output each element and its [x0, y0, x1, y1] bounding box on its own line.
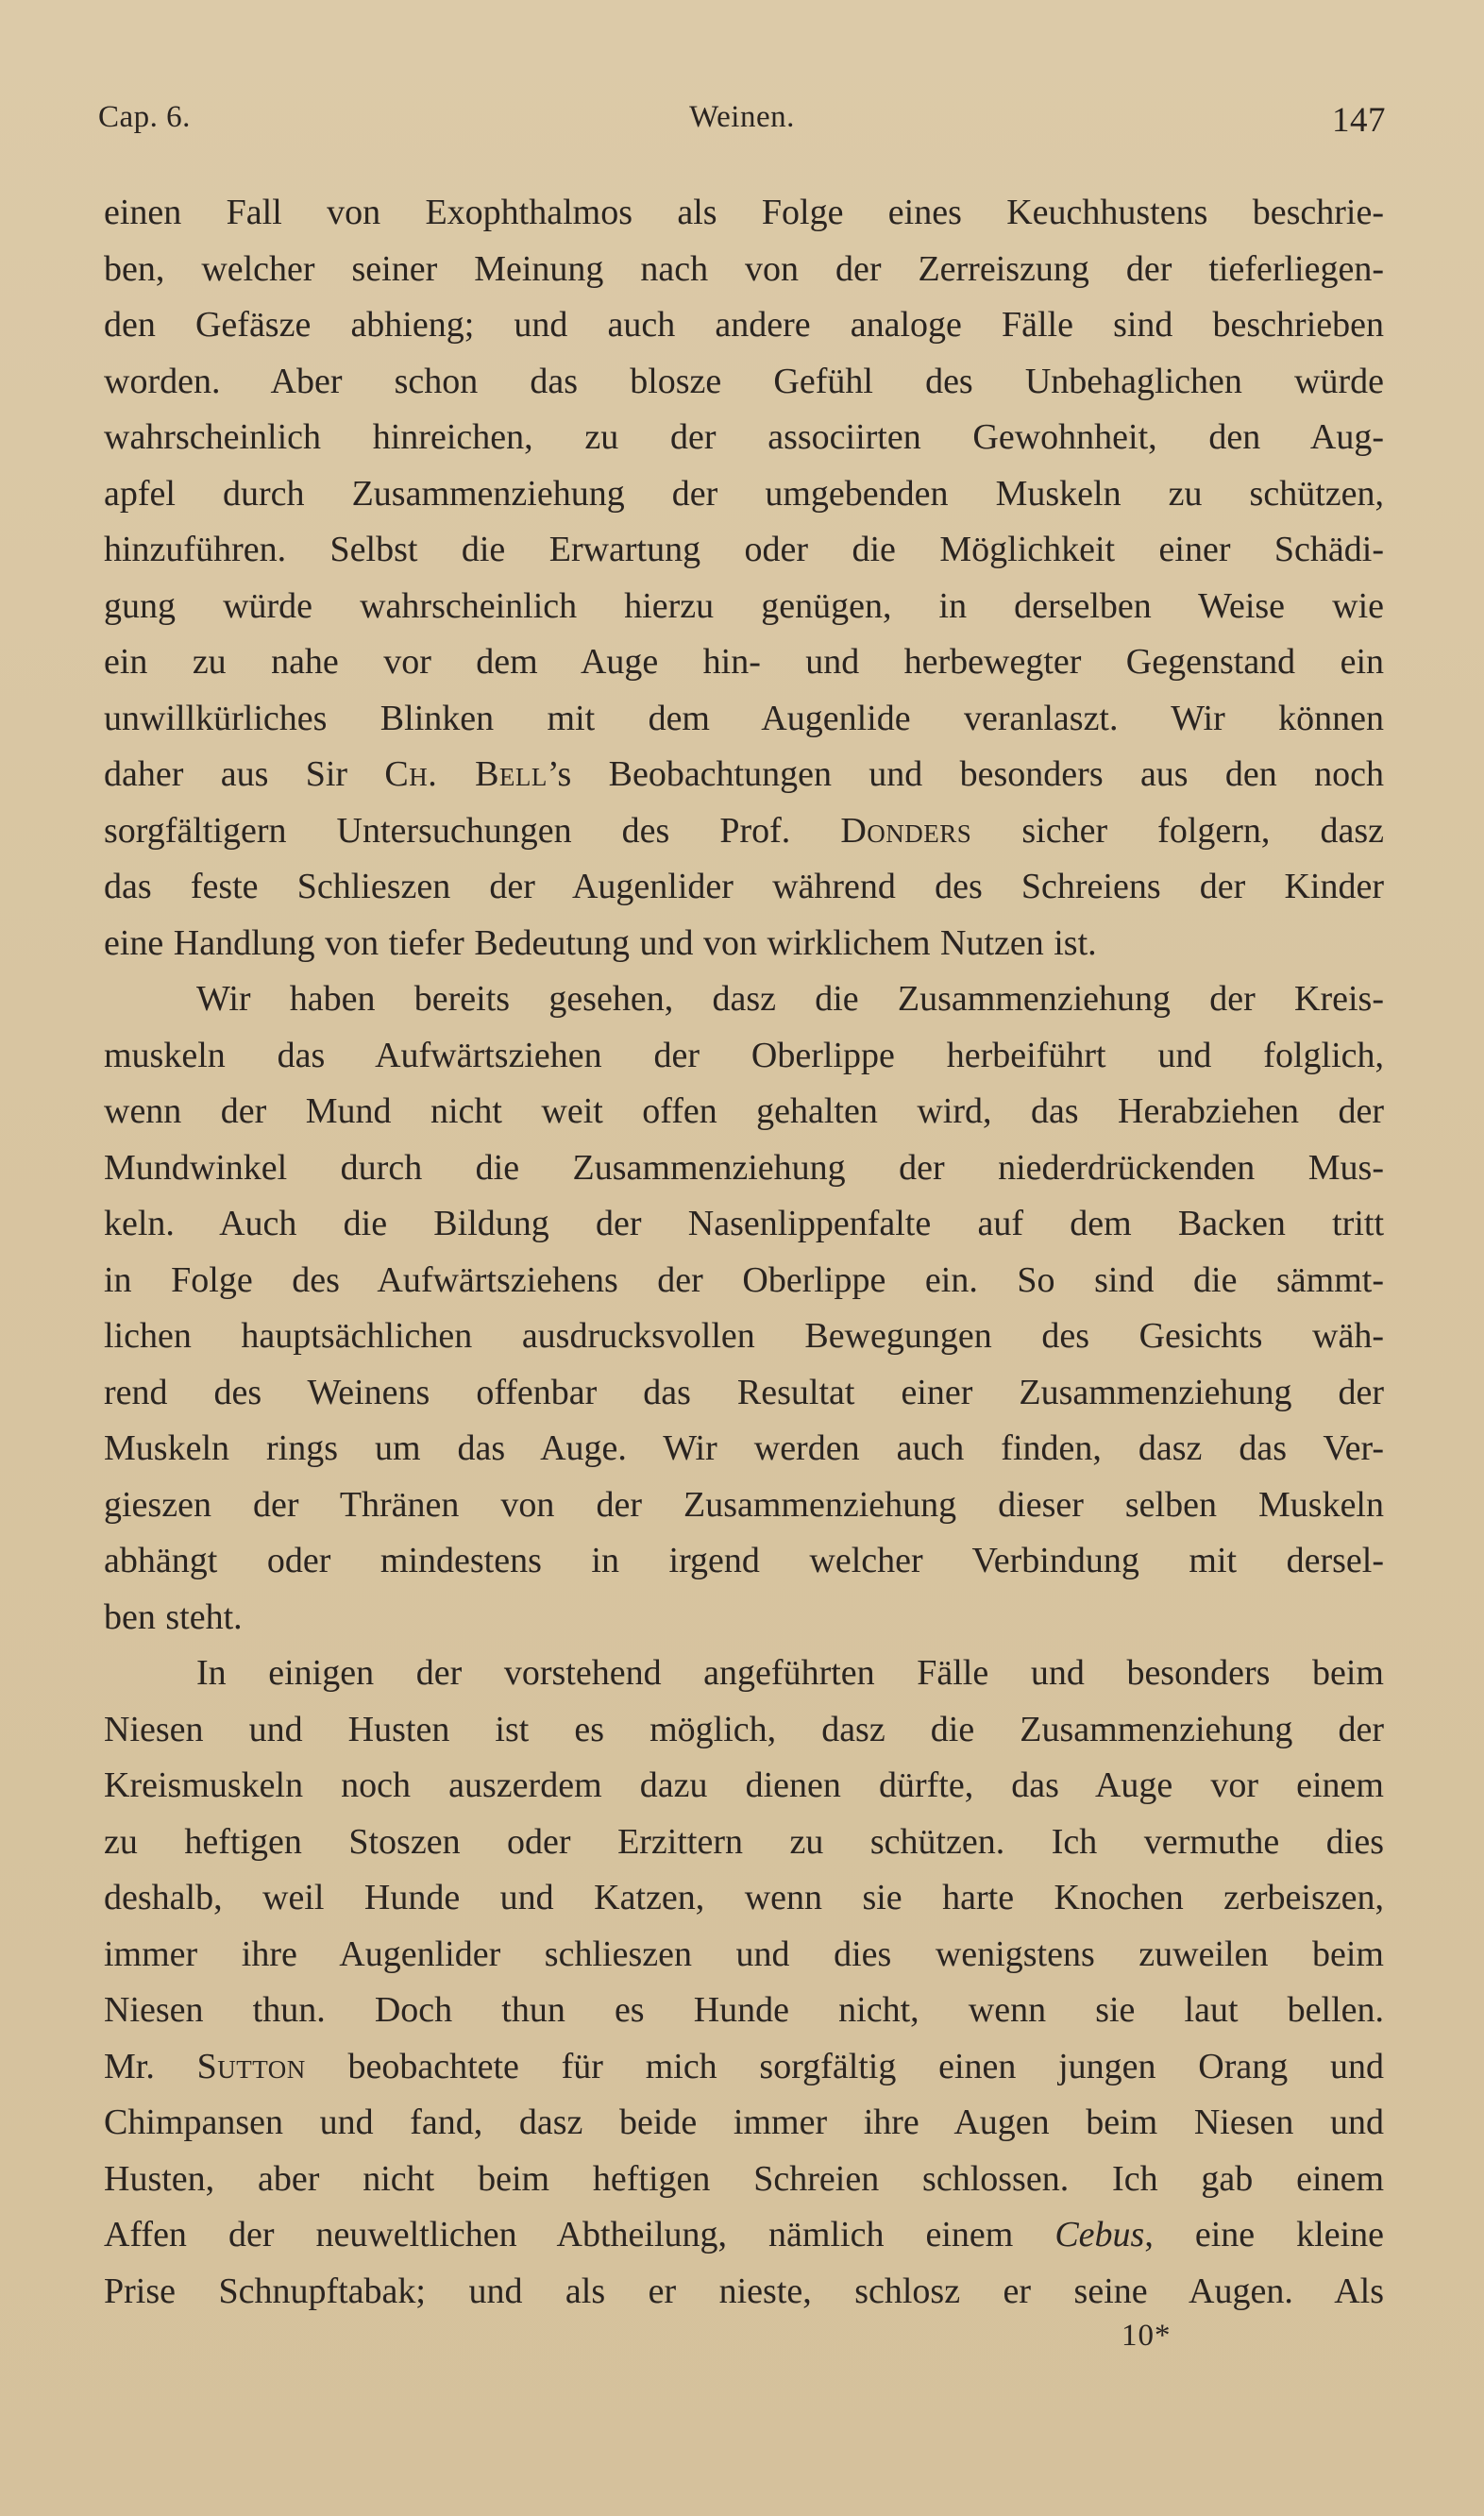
- line-segment: sicher folgern, dasz: [971, 810, 1384, 851]
- text-line: [104, 803, 1384, 860]
- text-line: ein zu nahe vor dem Auge hin- und herbewegter Gegenstand ein: [104, 642, 1384, 682]
- text-line: eine Handlung von tiefer Bedeutung und von wirklichem Nutzen ist.: [104, 922, 1097, 963]
- text-line: [104, 2207, 1384, 2264]
- small-caps-name: Ch. Bell: [384, 754, 548, 794]
- text-line: Husten, aber nicht beim heftigen Schreien schlossen. Ich gab einem: [104, 2158, 1384, 2199]
- running-header: [98, 100, 1386, 142]
- running-title: Weinen.: [689, 100, 795, 134]
- text-line: den Gefäsze abhieng; und auch andere analoge Fälle sind beschrieben: [104, 305, 1384, 345]
- body-text: [104, 185, 1384, 2320]
- text-line: Prise Schnupftabak; und als er nieste, schlosz er seine Augen. Als: [104, 2271, 1384, 2311]
- text-line: wahrscheinlich hinreichen, zu der associirten Gewohnheit, den Aug-: [104, 417, 1384, 457]
- page-number: 147: [1332, 101, 1386, 140]
- text-line: Niesen thun. Doch thun es Hunde nicht, wenn sie laut bellen.: [104, 1990, 1384, 2030]
- text-line: unwillkürliches Blinken mit dem Augenlide veranlaszt. Wir können: [104, 698, 1384, 738]
- text-line: einen Fall von Exophthalmos als Folge eines Keuchhustens beschrie-: [104, 193, 1384, 232]
- text-line: zu heftigen Stoszen oder Erzittern zu schützen. Ich vermuthe dies: [104, 1821, 1384, 1862]
- chapter-label: Cap. 6.: [98, 100, 191, 134]
- text-line: muskeln das Aufwärtsziehen der Oberlippe herbeiführt und folglich,: [104, 1035, 1384, 1075]
- text-line: hinzuführen. Selbst die Erwartung oder die Möglichkeit einer Schädi-: [104, 530, 1384, 569]
- line-segment: Mr.: [104, 2046, 197, 2086]
- text-line: gieszen der Thränen von der Zusammenziehung dieser selben Muskeln: [104, 1484, 1384, 1525]
- italic-term: Cebus: [1054, 2215, 1145, 2254]
- text-line: lichen hauptsächlichen ausdrucksvollen Bewegungen des Gesichts wäh-: [104, 1316, 1384, 1356]
- text-line: in Folge des Aufwärtsziehens der Oberlippe ein. So sind die sämmt-: [104, 1259, 1384, 1300]
- line-segment: ’s Beobachtungen und besonders aus den noch: [547, 754, 1385, 794]
- small-caps-name: Donders: [840, 810, 972, 851]
- line-segment: Affen der neuweltlichen Abtheilung, nämlich einem: [104, 2215, 1055, 2254]
- text-line: ben, welcher seiner Meinung nach von der Zerreiszung der tieferliegen-: [104, 248, 1384, 289]
- text-line: wenn der Mund nicht weit offen gehalten wird, das Herabziehen der: [104, 1091, 1384, 1131]
- text-line: keln. Auch die Bildung der Nasenlippenfalte auf dem Backen tritt: [104, 1204, 1384, 1243]
- text-line: In einigen der vorstehend angeführten Fälle und besonders beim: [196, 1653, 1384, 1693]
- text-line: [104, 2039, 1384, 2096]
- text-line: das feste Schlieszen der Augenlider während des Schreiens der Kinder: [104, 867, 1384, 906]
- text-line: Wir haben bereits gesehen, dasz die Zusammenziehung der Kreis-: [196, 979, 1384, 1019]
- text-line: ben steht.: [104, 1596, 243, 1637]
- text-line: Muskeln rings um das Auge. Wir werden auch finden, dasz das Ver-: [104, 1428, 1384, 1468]
- text-line: deshalb, weil Hunde und Katzen, wenn sie harte Knochen zerbeiszen,: [104, 1878, 1384, 1917]
- text-line: Chimpansen und fand, dasz beide immer ihre Augen beim Niesen und: [104, 2102, 1384, 2142]
- text-line: [104, 747, 1384, 803]
- text-line: abhängt oder mindestens in irgend welcher Verbindung mit dersel-: [104, 1541, 1384, 1580]
- text-line: rend des Weinens offenbar das Resultat einer Zusammenziehung der: [104, 1372, 1384, 1412]
- line-segment: daher aus Sir: [104, 754, 385, 794]
- line-segment: , eine kleine: [1144, 2215, 1384, 2254]
- text-line: immer ihre Augenlider schlieszen und dies wenigstens zuweilen beim: [104, 1933, 1384, 1974]
- text-line: gung würde wahrscheinlich hierzu genügen, in derselben Weise wie: [104, 585, 1384, 626]
- small-caps-name: Sutton: [196, 2046, 306, 2086]
- text-line: Mundwinkel durch die Zusammenziehung der niederdrückenden Mus-: [104, 1147, 1384, 1188]
- line-segment: beobachtete für mich sorgfältig einen jungen Orang und: [305, 2046, 1384, 2086]
- printer-signature: 10*: [1121, 2319, 1172, 2353]
- line-segment: sorgfältigern Untersuchungen des Prof.: [104, 810, 841, 851]
- text-line: apfel durch Zusammenziehung der umgebenden Muskeln zu schützen,: [104, 473, 1384, 514]
- text-line: Kreismuskeln noch auszerdem dazu dienen dürfte, das Auge vor einem: [104, 1765, 1384, 1805]
- text-line: Niesen und Husten ist es möglich, dasz die Zusammenziehung der: [104, 1709, 1384, 1749]
- text-line: worden. Aber schon das blosze Gefühl des Unbehaglichen würde: [104, 361, 1384, 401]
